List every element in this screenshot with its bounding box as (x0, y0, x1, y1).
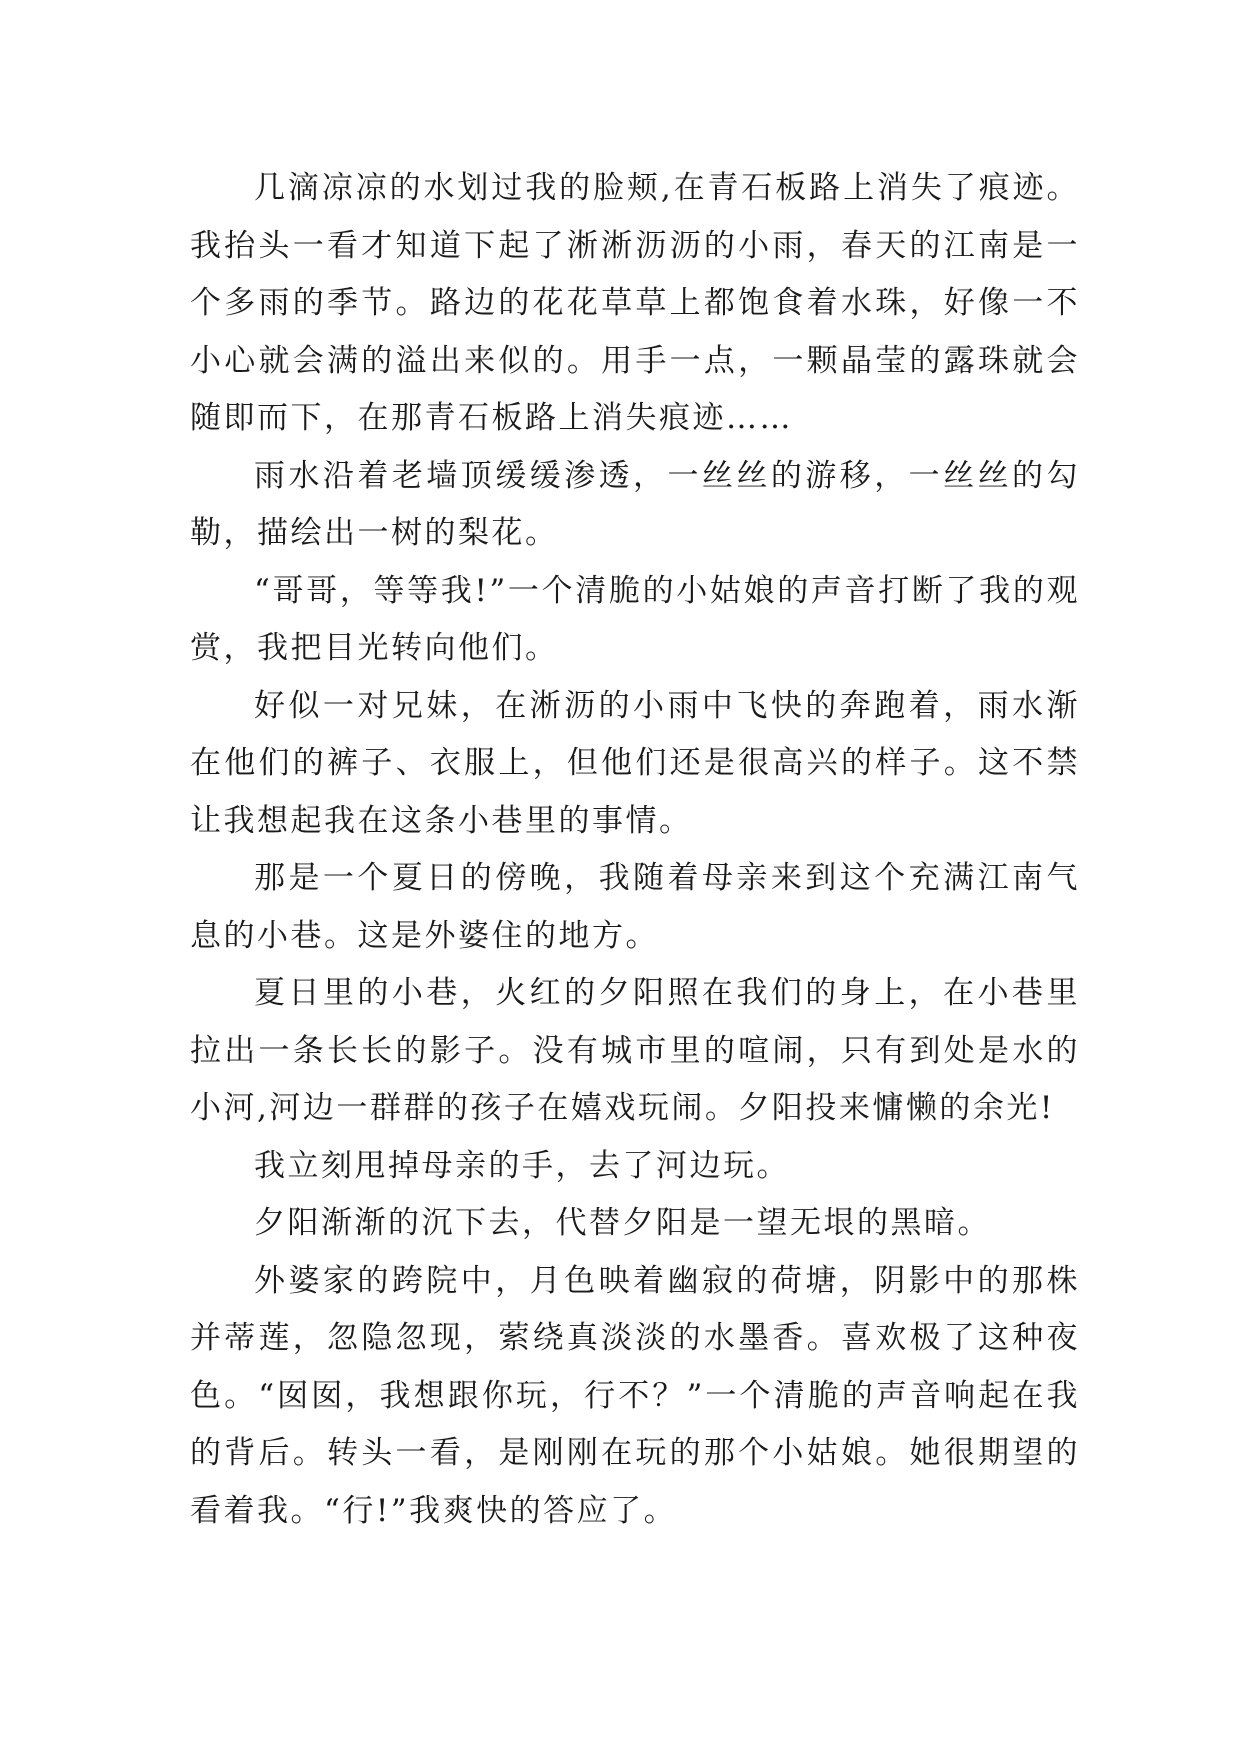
paragraph: 好似一对兄妹，在淅沥的小雨中飞快的奔跑着，雨水渐在他们的裤子、衣服上，但他们还是很高兴的样子。这不禁让我想起我在这条小巷里的事情。 (190, 687, 1080, 839)
document-body (190, 160, 1080, 1540)
paragraph: 雨水沿着老墙顶缓缓渗透，一丝丝的游移，一丝丝的勾勒，描绘出一树的梨花。 (190, 457, 1080, 551)
paragraph: 外婆家的跨院中，月色映着幽寂的荷塘，阴影中的那株并蒂莲，忽隐忽现，萦绕真淡淡的水墨香。喜欢极了这种夜色。“囡囡，我想跟你玩，行不？”一个清脆的声音响起在我的背后。转头一看，是刚刚在玩的那个小姑娘。她很期望的看着我。“行!”我爽快的答应了。 (190, 1262, 1080, 1529)
paragraph: 夏日里的小巷，火红的夕阳照在我们的身上，在小巷里拉出一条长长的影子。没有城市里的喧闹，只有到处是水的小河,河边一群群的孩子在嬉戏玩闹。夕阳投来慵懒的余光! (190, 975, 1080, 1126)
paragraph: 我立刻甩掉母亲的手，去了河边玩。 (254, 1147, 790, 1184)
paragraph: “哥哥，等等我!”一个清脆的小姑娘的声音打断了我的观赏，我把目光转向他们。 (190, 572, 1080, 666)
paragraph: 几滴凉凉的水划过我的脸颊,在青石板路上消失了痕迹。我抬头一看才知道下起了淅淅沥沥的小雨，春天的江南是一个多雨的季节。路边的花花草草上都饱食着水珠，好像一不小心就会满的溢出来似的。用手一点，一颗晶莹的露珠就会随即而下，在那青石板路上消失痕迹…… (190, 170, 1080, 436)
paragraph: 夕阳渐渐的沉下去，代替夕阳是一望无垠的黑暗。 (254, 1205, 991, 1241)
paragraph: 那是一个夏日的傍晚，我随着母亲来到这个充满江南气息的小巷。这是外婆住的地方。 (190, 860, 1080, 954)
